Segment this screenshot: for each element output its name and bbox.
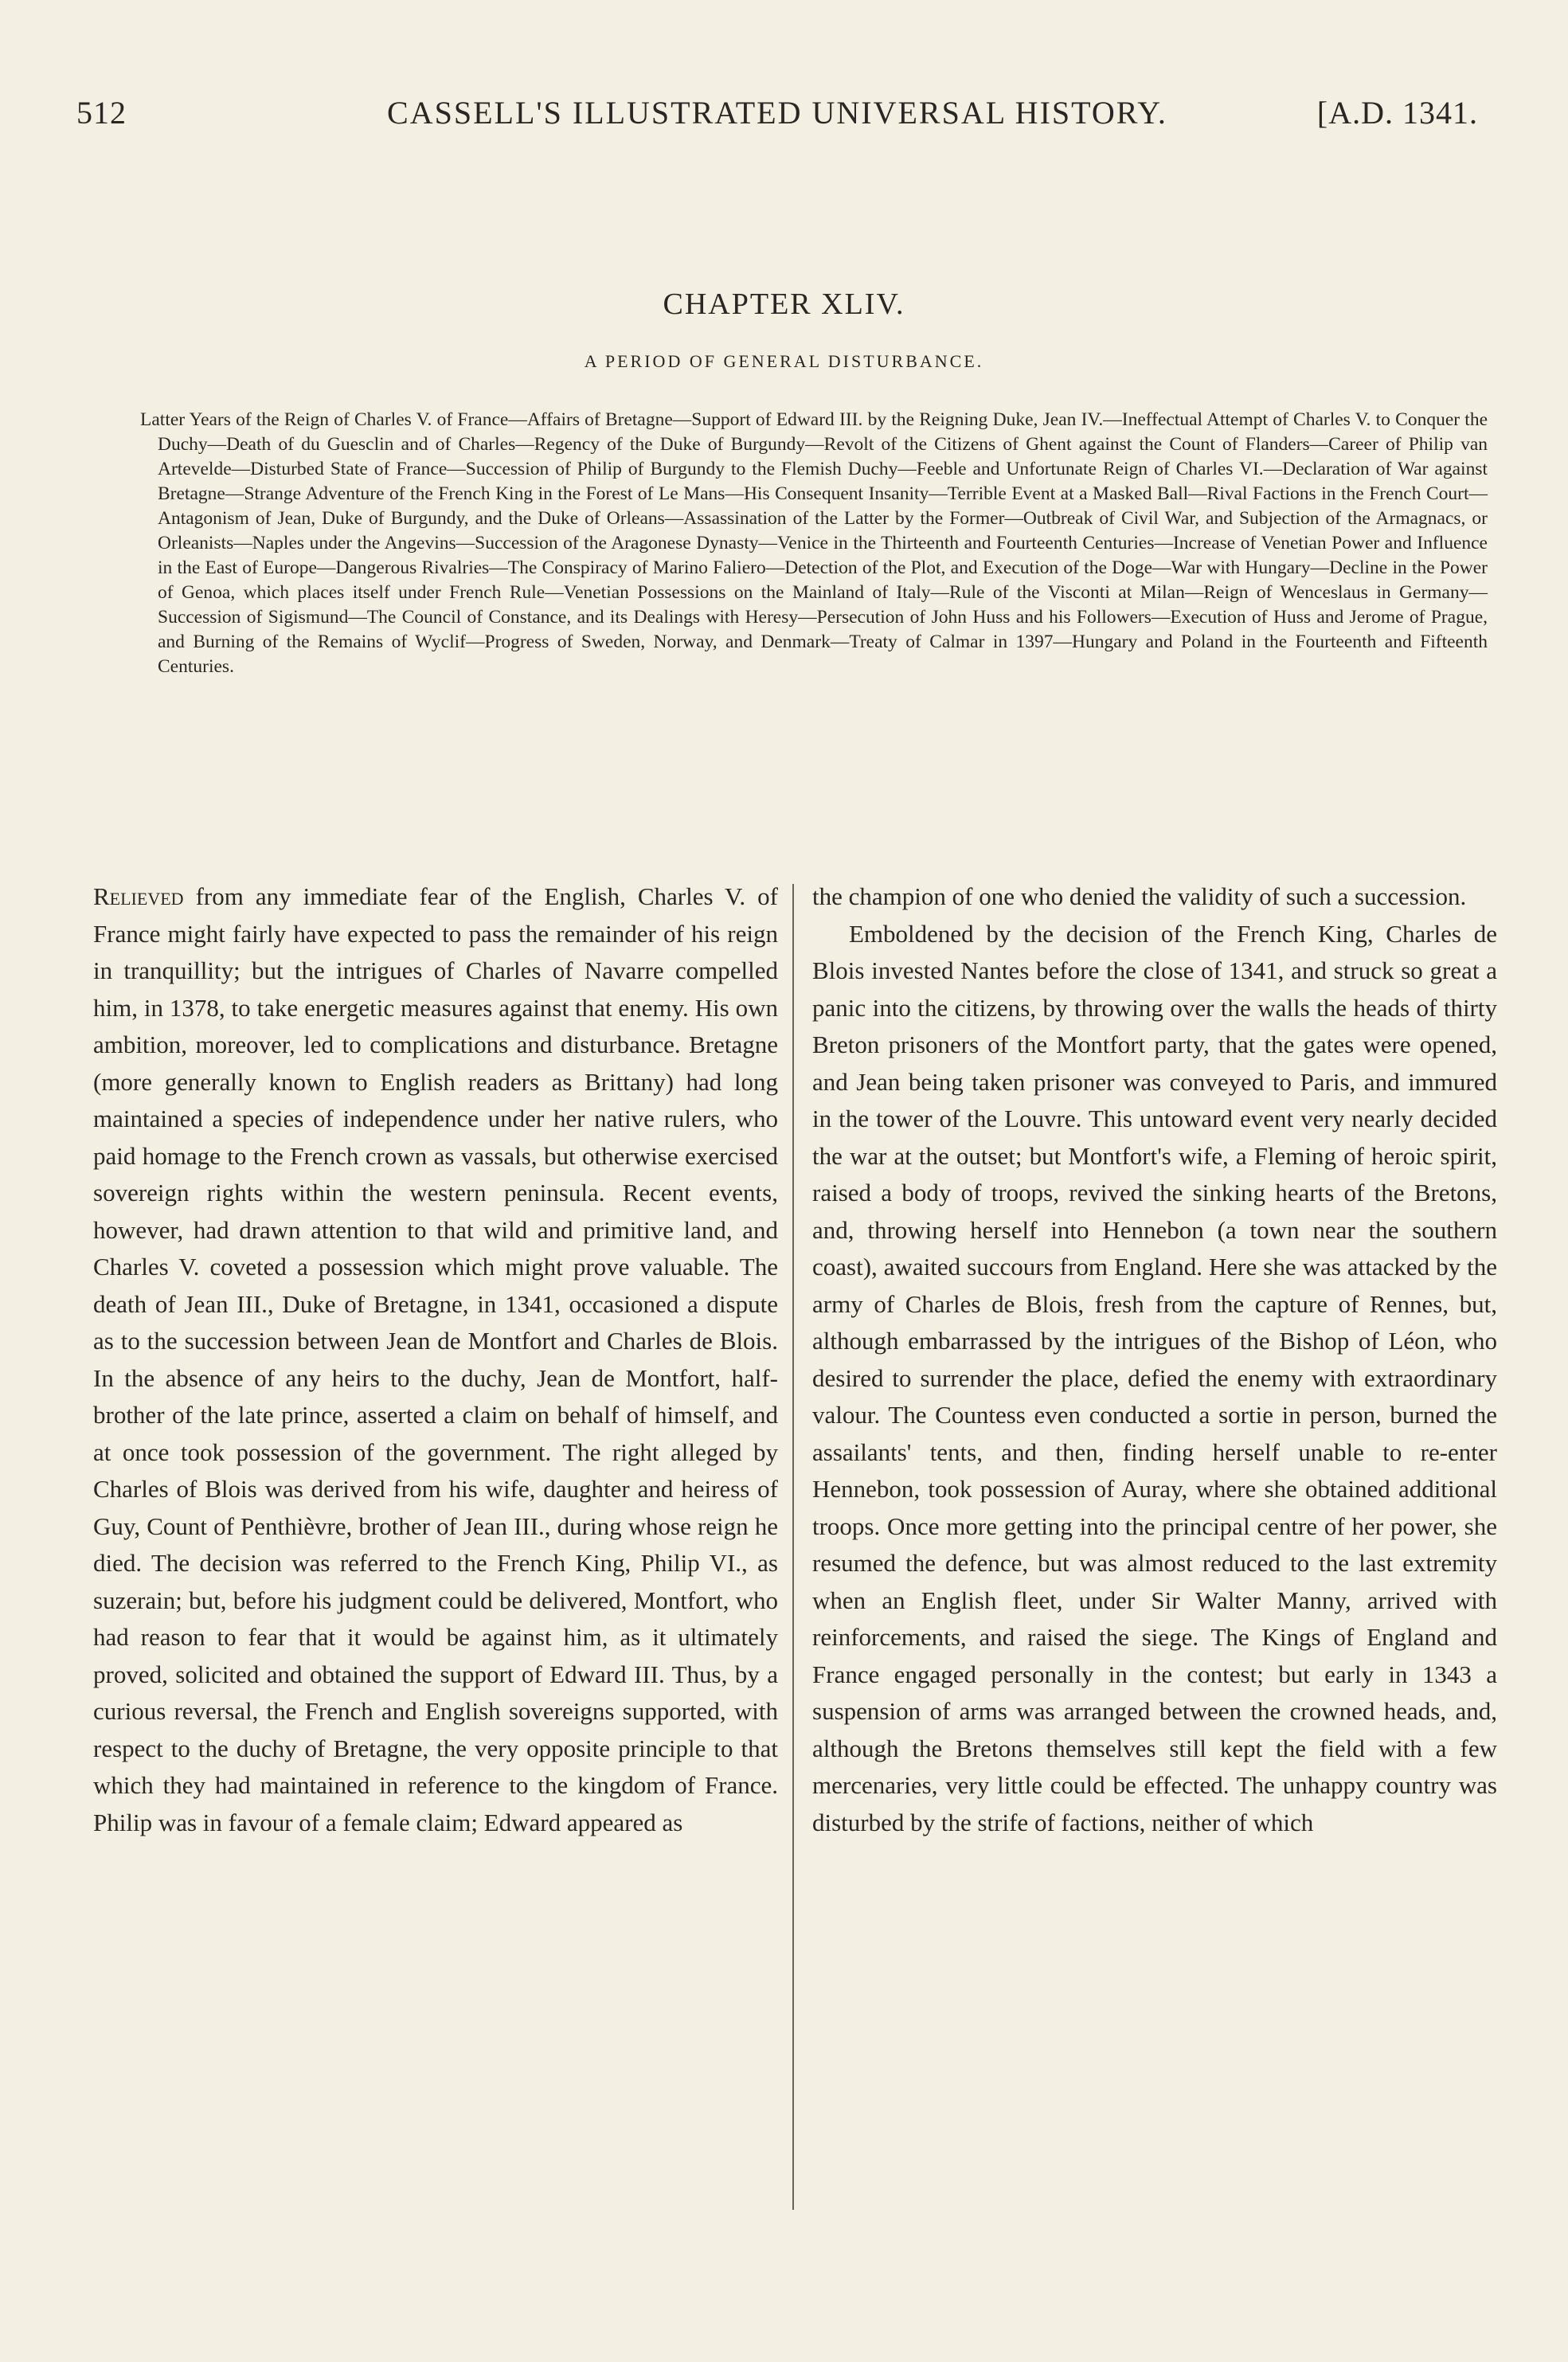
right-paragraph-1: the champion of one who denied the validity of such a succession.: [812, 882, 1467, 910]
column-divider: [792, 884, 794, 2210]
left-column: [93, 878, 778, 1841]
right-paragraph-2: Emboldened by the decision of the French King, Charles de Blois invested Nantes before the close of 1341, and struck so great a panic into the citizens, by throwing over the walls the heads of thirty Breton prisoners of the Montfort party, that the gates were opened, and Jean being taken prisoner was conveyed to Paris, and immured in the tower of the Louvre. This untoward event very nearly decided the war at the outset; but Montfort's wife, a Fleming of heroic spirit, raised a body of troops, revived the sinking hearts of the Bretons, and, throwing herself into Hennebon (a town near the southern coast), awaited succours from England. Here she was attacked by the army of Charles de Blois, fresh from the capture of Rennes, but, although embarrassed by the intrigues of the Bishop of Léon, who desired to surrender the place, defied the enemy with extraordinary valour. The Countess even conducted a sortie in person, burned the assailants' tents, and then, finding herself unable to re-enter Hennebon, took possession of Auray, where she obtained additional troops. Once more getting into the principal centre of her power, she resumed the defence, but was almost reduced to the last extremity when an English fleet, under Sir Walter Manny, arrived with reinforcements, and raised the siege. The Kings of England and France engaged personally in the contest; but early in 1343 a suspension of arms was arranged between the crowned heads, and, although the Bretons themselves still kept the field with a few mercenaries, very little could be effected. The unhappy country was disturbed by the strife of factions, neither of which: [812, 919, 1497, 1836]
page-number: 512: [76, 95, 127, 131]
chapter-synopsis: Latter Years of the Reign of Charles V. of France—Affairs of Bretagne—Support of Edward III. by the Reigning Duke, Jean IV.—Ineffectual Attempt of Charles V. to Conquer the Duchy—Death of du Guesclin and of Charles—Regency of the Duke of Burgundy—Revolt of the Citizens of Ghent against the Count of Flanders—Career of Philip van Artevelde—Disturbed State of France—Succession of Philip of Burgundy to the Flemish Duchy—Feeble and Unfortunate Reign of Charles VI.—Declaration of War against Bretagne—Strange Adventure of the French King in the Forest of Le Mans—His Consequent Insanity—Terrible Event at a Masked Ball—Rival Factions in the French Court—Antagonism of Jean, Duke of Burgundy, and the Duke of Orleans—Assassination of the Latter by the Former—Outbreak of Civil War, and Subjection of the Armagnacs, or Orleanists—Naples under the Angevins—Succession of the Aragonese Dynasty—Venice in the Thirteenth and Fourteenth Centuries—Increase of Venetian Power and Influence in the East of Europe—Dangerous Rivalries—The Conspiracy of Marino Faliero—Detection of the Plot, and Execution of the Doge—War with Hungary—Decline in the Power of Genoa, which places itself under French Rule—Venetian Possessions on the Mainland of Italy—Rule of the Visconti at Milan—Reign of Wenceslaus in Germany—Succession of Sigismund—The Council of Constance, and its Dealings with Heresy—Persecution of John Huss and his Followers—Execution of Huss and Jerome of Prague, and Burning of the Remains of Wyclif—Progress of Sweden, Norway, and Denmark—Treaty of Calmar in 1397—Hungary and Poland in the Fourteenth and Fifteenth Centuries.: [140, 409, 1488, 677]
right-column: [812, 878, 1497, 1841]
chapter-subtitle: A PERIOD OF GENERAL DISTURBANCE.: [584, 351, 984, 371]
left-paragraph: [93, 878, 778, 1841]
left-paragraph-text: from any immediate fear of the English, Charles V. of France might fairly have expected to pass the remainder of his reign in tranquillity; but the intrigues of Charles of Navarre compelled him, in 1378, to take energetic measures against that enemy. His own ambition, moreover, led to complications and disturbance. Bretagne (more generally known to English readers as Brittany) had long maintained a species of independence under her native rulers, who paid homage to the French crown as vassals, but otherwise exercised sovereign rights within the western peninsula. Recent events, however, had drawn attention to that wild and primitive land, and Charles V. coveted a possession which might prove valuable. The death of Jean III., Duke of Bretagne, in 1341, occasioned a dispute as to the succession between Jean de Montfort and Charles de Blois. In the absence of any heirs to the duchy, Jean de Montfort, half-brother of the late prince, asserted a claim on behalf of himself, and at once took possession of the government. The right alleged by Charles of Blois was derived from his wife, daughter and heiress of Guy, Count of Penthièvre, brother of Jean III., during whose reign he died. The decision was referred to the French King, Philip VI., as suzerain; but, before his judgment could be delivered, Montfort, who had reason to fear that it would be against him, as it ultimately proved, solicited and obtained the support of Edward III. Thus, by a curious reversal, the French and English sovereigns supported, with respect to the duchy of Bretagne, the very opposite principle to that which they had maintained in reference to the kingdom of France. Philip was in favour of a female claim; Edward appeared as: [93, 882, 778, 1836]
running-head: [76, 94, 1478, 142]
running-date: [A.D. 1341.: [1316, 95, 1478, 131]
running-title: CASSELL'S ILLUSTRATED UNIVERSAL HISTORY.: [387, 95, 1167, 131]
chapter-title: CHAPTER XLIV.: [663, 287, 905, 321]
lead-word: Relieved: [93, 882, 184, 910]
